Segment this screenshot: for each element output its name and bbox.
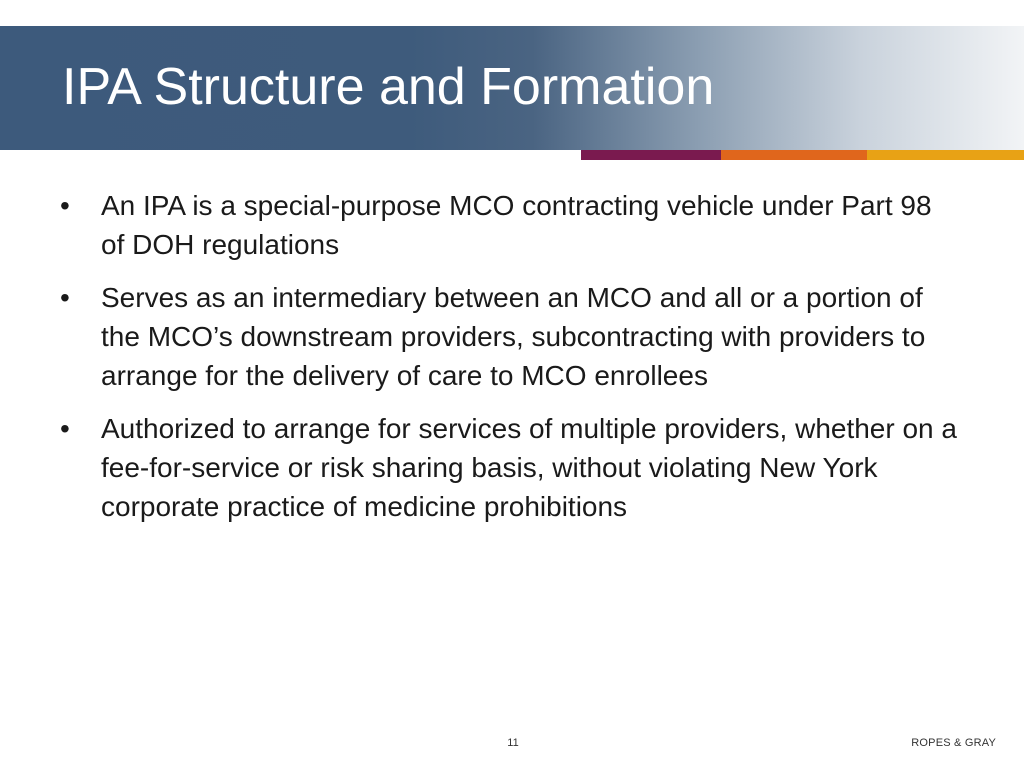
accent-strip-purple bbox=[581, 150, 721, 160]
slide-title: IPA Structure and Formation bbox=[62, 58, 715, 116]
bullet-list bbox=[60, 186, 960, 540]
accent-strip-orange bbox=[721, 150, 867, 160]
bullet-text: An IPA is a special-purpose MCO contracting vehicle under Part 98 of DOH regulations bbox=[101, 190, 932, 260]
bullet-item bbox=[60, 186, 960, 264]
bullet-marker: • bbox=[60, 190, 70, 221]
bullet-text: Authorized to arrange for services of multiple providers, whether on a fee-for-service or risk sharing basis, without violating New York corporate practice of medicine prohibitions bbox=[101, 413, 957, 522]
page-number: 11 bbox=[507, 737, 519, 749]
bullet-item bbox=[60, 278, 960, 395]
footer-brand: ROPES & GRAY bbox=[911, 737, 996, 749]
bullet-item bbox=[60, 409, 960, 526]
bullet-text: Serves as an intermediary between an MCO and all or a portion of the MCO’s downstream providers, subcontracting with providers to arrange for the delivery of care to MCO enrollees bbox=[101, 282, 926, 391]
bullet-marker: • bbox=[60, 413, 70, 444]
accent-strip-amber bbox=[867, 150, 1024, 160]
bullet-marker: • bbox=[60, 282, 70, 313]
